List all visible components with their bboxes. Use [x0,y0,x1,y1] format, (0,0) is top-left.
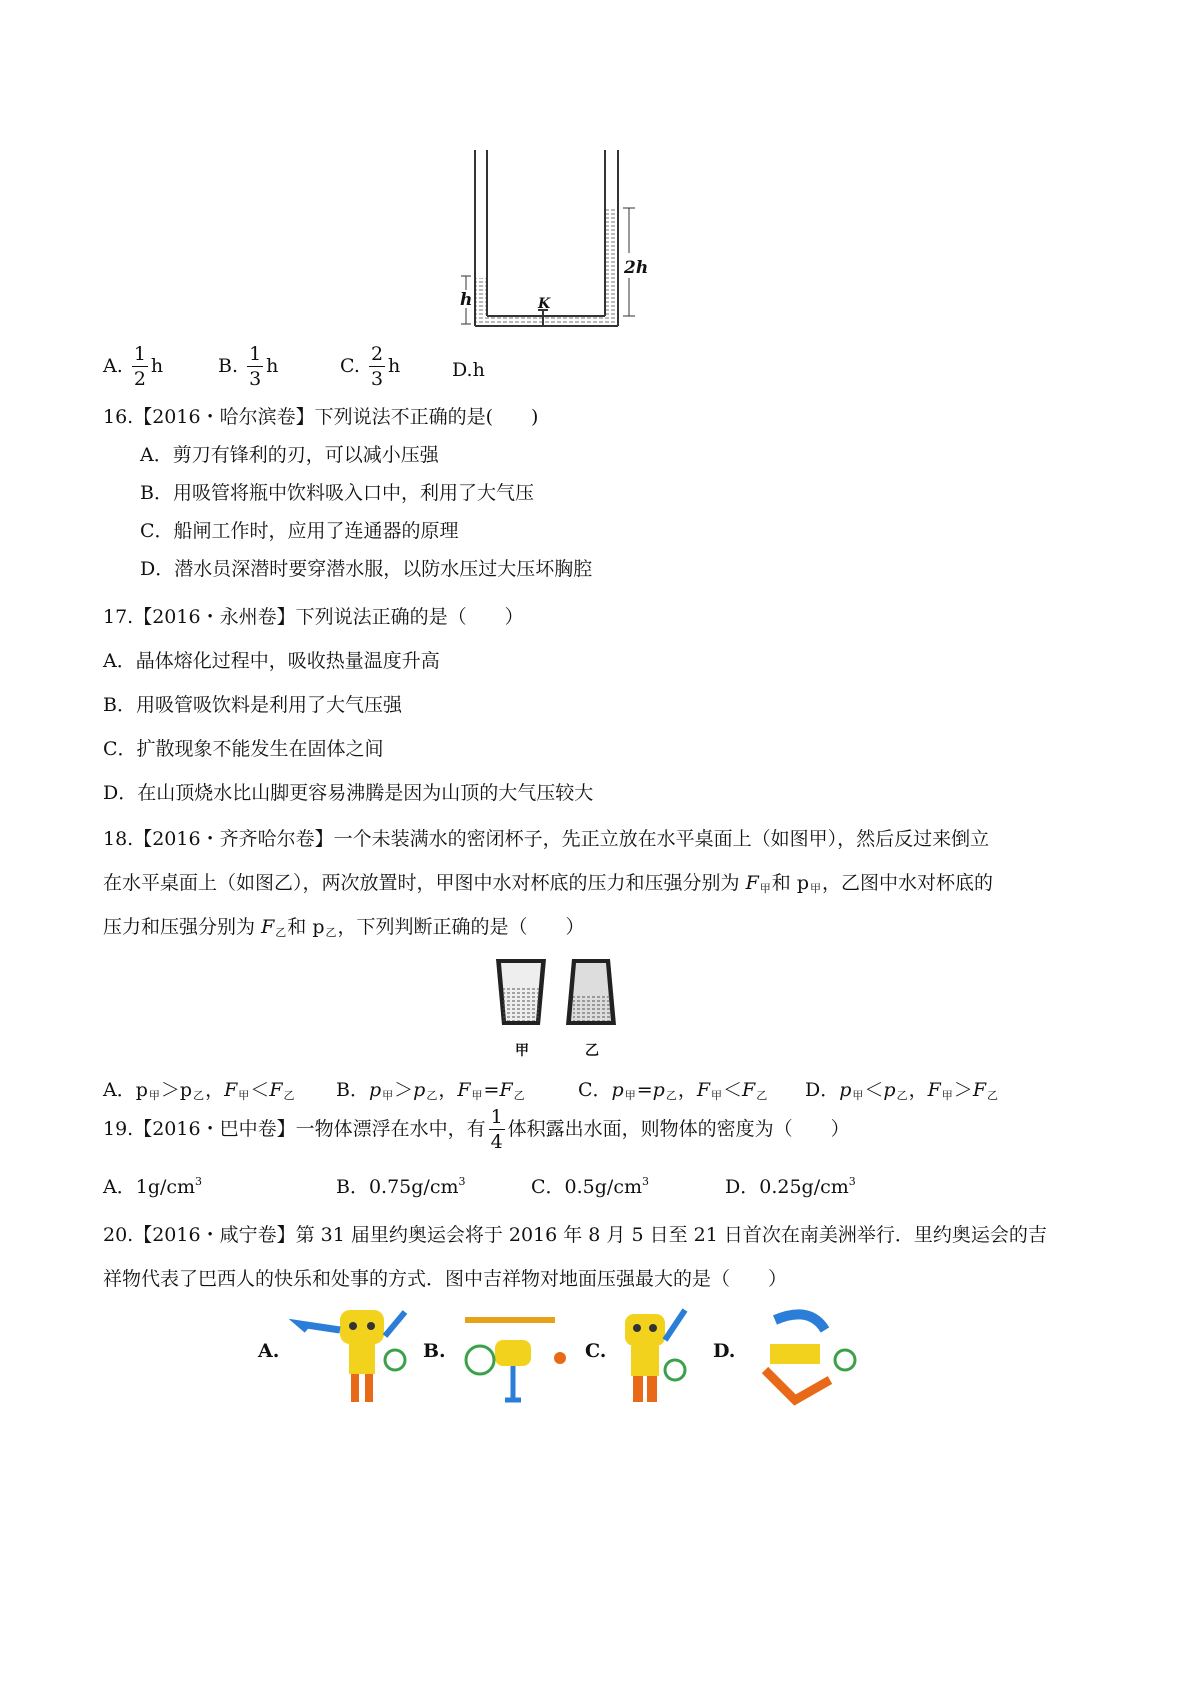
fraction: $\frac{1}{4}$ [490,1106,503,1153]
q15-option-d: D.h [452,359,485,381]
q18-option-b: B．p甲＞p乙，F甲=F乙 [336,1079,525,1102]
mascot-label-a: A. [258,1340,280,1362]
q18-line-2: 在水平桌面上（如图乙），两次放置时，甲图中水对杯底的压力和压强分别为 F甲和 p甲，乙图中水对杯底的 [103,872,993,895]
q19-stem: 19.【2016・巴中卷】一物体漂浮在水中，有 $\frac{1}{4}$ 体积露出水面，则物体的密度为（ ） [103,1106,850,1153]
q20-line-1: 20.【2016・咸宁卷】第 31 届里约奥运会将于 2016 年 8 月 5 日至 21 日首次在南美洲举行．里约奥运会的吉 [103,1224,1047,1246]
mascot-b-figure [465,1320,566,1400]
mascot-label-c: C. [585,1340,607,1362]
q16-option-d: D．潜水员深潜时要穿潜水服，以防水压过大压坏胸腔 [140,558,593,580]
q18-option-c: C．p甲=p乙，F甲＜F乙 [578,1079,768,1102]
fraction: $\frac{1}{2}$ [133,343,146,390]
q19-option-a: A．$1g/cm^3$ [103,1175,203,1198]
q17-stem: 17.【2016・永州卷】下列说法正确的是（ ） [103,606,524,628]
q16-option-a: A．剪刀有锋利的刃，可以减小压强 [140,444,439,466]
cup-label-yi: 乙 [585,1043,599,1059]
q19-option-d: D．$0.25g/cm^3$ [725,1175,856,1198]
q15-option-b: B. $\frac{1}{3}$ h [218,343,279,390]
figure-label-2h: 2h [624,258,649,278]
figure-label-k: K [538,296,551,312]
fraction: $\frac{1}{3}$ [249,343,262,390]
q15-option-a: A. $\frac{1}{2}$ h [103,343,164,390]
q16-option-b: B．用吸管将瓶中饮料吸入口中，利用了大气压 [140,482,534,504]
q18-line-1: 18.【2016・齐齐哈尔卷】一个未装满水的密闭杯子，先正立放在水平桌面上（如图甲），然后反过来倒立 [103,828,990,850]
q18-option-d: D．p甲＜p乙，F甲＞F乙 [805,1079,998,1102]
mascot-label-d: D. [713,1340,736,1362]
figure-label-h: h [460,290,473,310]
q17-option-d: D．在山顶烧水比山脚更容易沸腾是因为山顶的大气压较大 [103,782,594,804]
cup-label-jia: 甲 [515,1043,529,1059]
mascot-label-b: B. [423,1340,446,1362]
connected-vessel-figure [455,148,665,338]
q18-option-a: A．p甲＞p乙，F甲＜F乙 [103,1079,295,1102]
mascot-a-figure [300,1310,405,1402]
q16-option-c: C．船闸工作时，应用了连通器的原理 [140,520,459,542]
q15-option-c: C. $\frac{2}{3}$ h [340,343,401,390]
q16-stem: 16.【2016・哈尔滨卷】下列说法不正确的是( ) [103,406,539,428]
q17-option-c: C．扩散现象不能发生在固体之间 [103,738,384,760]
mascot-d-figure [765,1314,855,1400]
q18-line-3: 压力和压强分别为 F乙和 p乙，下列判断正确的是（ ） [103,916,585,939]
q17-option-a: A．晶体熔化过程中，吸收热量温度升高 [103,650,440,672]
fraction: $\frac{2}{3}$ [370,343,384,390]
cups-figure [492,955,622,1035]
mascot-c-figure [625,1310,685,1402]
q17-option-b: B．用吸管吸饮料是利用了大气压强 [103,694,402,716]
q19-option-b: B．$0.75g/cm^3$ [336,1175,466,1198]
mascot-figure [255,1300,865,1412]
q19-option-c: C．$0.5g/cm^3$ [531,1175,649,1198]
q20-line-2: 祥物代表了巴西人的快乐和处事的方式．图中吉祥物对地面压强最大的是（ ） [103,1268,788,1290]
